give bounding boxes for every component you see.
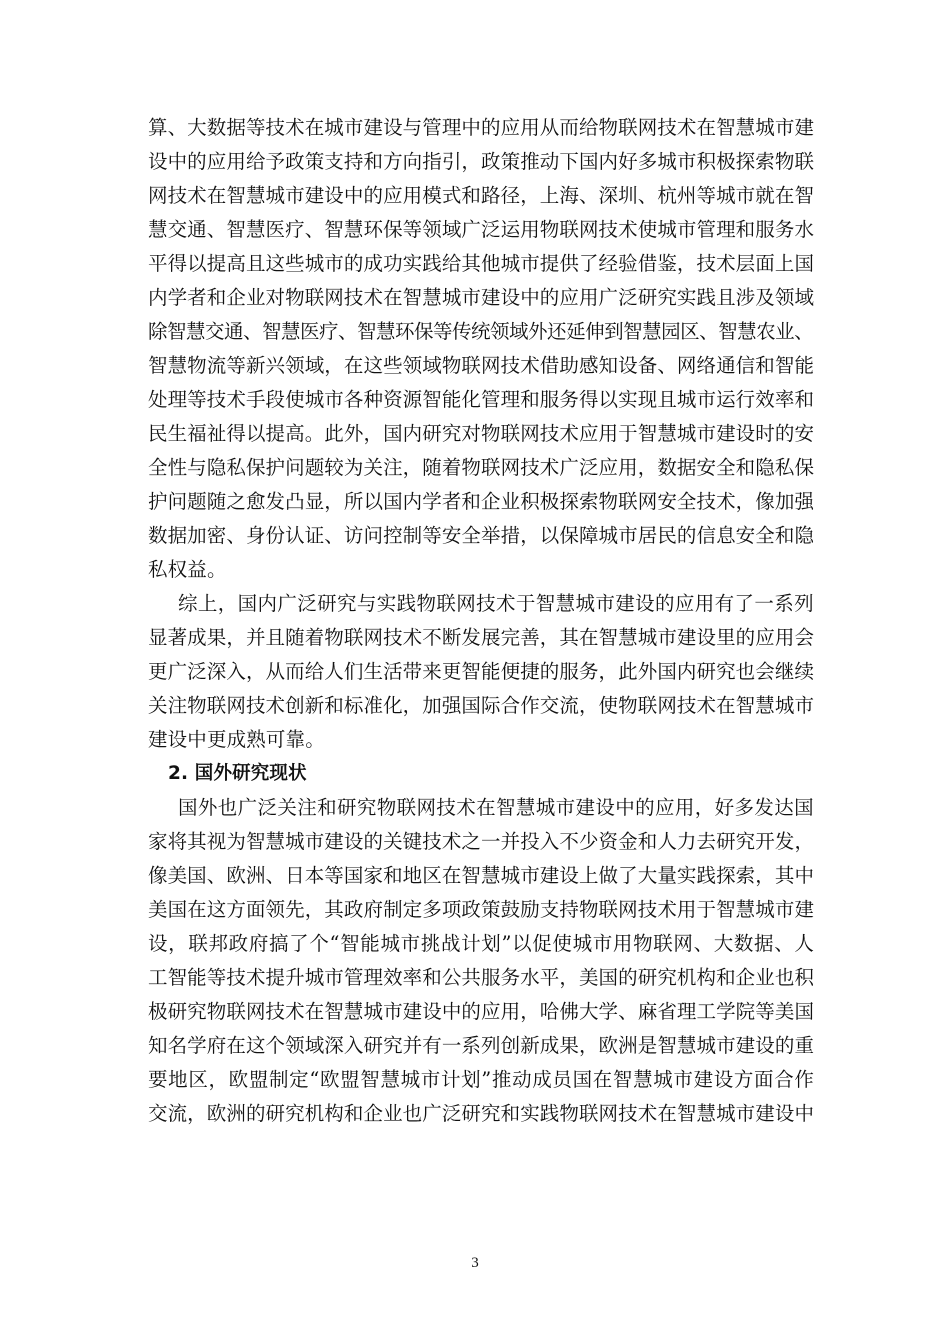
- text-line: 关注物联网技术创新和标准化，加强国际合作交流，使物联网技术在智慧城市: [148, 694, 815, 717]
- text-line: 交流，欧洲的研究机构和企业也广泛研究和实践物联网技术在智慧城市建设中: [148, 1102, 815, 1125]
- text-line: 显著成果，并且随着物联网技术不断发展完善，其在智慧城市建设里的应用会: [148, 626, 815, 649]
- text-line: 更广泛深入，从而给人们生活带来更智能便捷的服务，此外国内研究也会继续: [148, 660, 815, 683]
- text-line: 智慧物流等新兴领域，在这些领域物联网技术借助感知设备、网络通信和智能: [148, 354, 815, 377]
- text-line: 民生福祉得以提高。此外，国内研究对物联网技术应用于智慧城市建设时的安: [148, 422, 815, 445]
- text-line: 网技术在智慧城市建设中的应用模式和路径，上海、深圳、杭州等城市就在智: [148, 184, 815, 207]
- text-line: 要地区，欧盟制定“欧盟智慧城市计划”推动成员国在智慧城市建设方面合作: [148, 1068, 815, 1091]
- text-line: 极研究物联网技术在智慧城市建设中的应用，哈佛大学、麻省理工学院等美国: [148, 1000, 815, 1023]
- text-line: 建设中更成熟可靠。: [148, 728, 325, 751]
- text-line: 像美国、欧洲、日本等国家和地区在智慧城市建设上做了大量实践探索，其中: [148, 864, 815, 887]
- text-line: 平得以提高且这些城市的成功实践给其他城市提供了经验借鉴，技术层面上国: [148, 252, 815, 275]
- text-line: 处理等技术手段使城市各种资源智能化管理和服务得以实现且城市运行效率和: [148, 388, 815, 411]
- text-line: 家将其视为智慧城市建设的关键技术之一并投入不少资金和人力去研究开发，: [148, 830, 815, 853]
- text-line: 除智慧交通、智慧医疗、智慧环保等传统领域外还延伸到智慧园区、智慧农业、: [148, 320, 814, 343]
- page-number: 3: [471, 1255, 479, 1271]
- text-line: 数据加密、身份认证、访问控制等安全举措，以保障城市居民的信息安全和隐: [148, 524, 815, 547]
- text-line: 慧交通、智慧医疗、智慧环保等领域广泛运用物联网技术使城市管理和服务水: [148, 218, 815, 241]
- text-line: 美国在这方面领先，其政府制定多项政策鼓励支持物联网技术用于智慧城市建: [148, 898, 815, 921]
- text-line: 设中的应用给予政策支持和方向指引，政策推动下国内好多城市积极探索物联: [148, 150, 815, 173]
- section-heading: 2. 国外研究现状: [168, 763, 307, 784]
- text-line: 护问题随之愈发凸显，所以国内学者和企业积极探索物联网安全技术，像加强: [148, 490, 815, 513]
- text-line: 工智能等技术提升城市管理效率和公共服务水平，美国的研究机构和企业也积: [148, 966, 815, 989]
- text-line: 知名学府在这个领域深入研究并有一系列创新成果，欧洲是智慧城市建设的重: [148, 1034, 815, 1057]
- text-line: 全性与隐私保护问题较为关注，随着物联网技术广泛应用，数据安全和隐私保: [148, 456, 815, 479]
- text-line: 算、大数据等技术在城市建设与管理中的应用从而给物联网技术在智慧城市建: [148, 116, 815, 139]
- text-line: 综上，国内广泛研究与实践物联网技术于智慧城市建设的应用有了一系列: [178, 592, 815, 615]
- text-line: 内学者和企业对物联网技术在智慧城市建设中的应用广泛研究实践且涉及领域: [148, 286, 815, 309]
- text-line: 设，联邦政府搞了个“智能城市挑战计划”以促使城市用物联网、大数据、人: [148, 932, 815, 955]
- text-line: 私权益。: [148, 558, 227, 581]
- text-line: 国外也广泛关注和研究物联网技术在智慧城市建设中的应用，好多发达国: [178, 796, 815, 819]
